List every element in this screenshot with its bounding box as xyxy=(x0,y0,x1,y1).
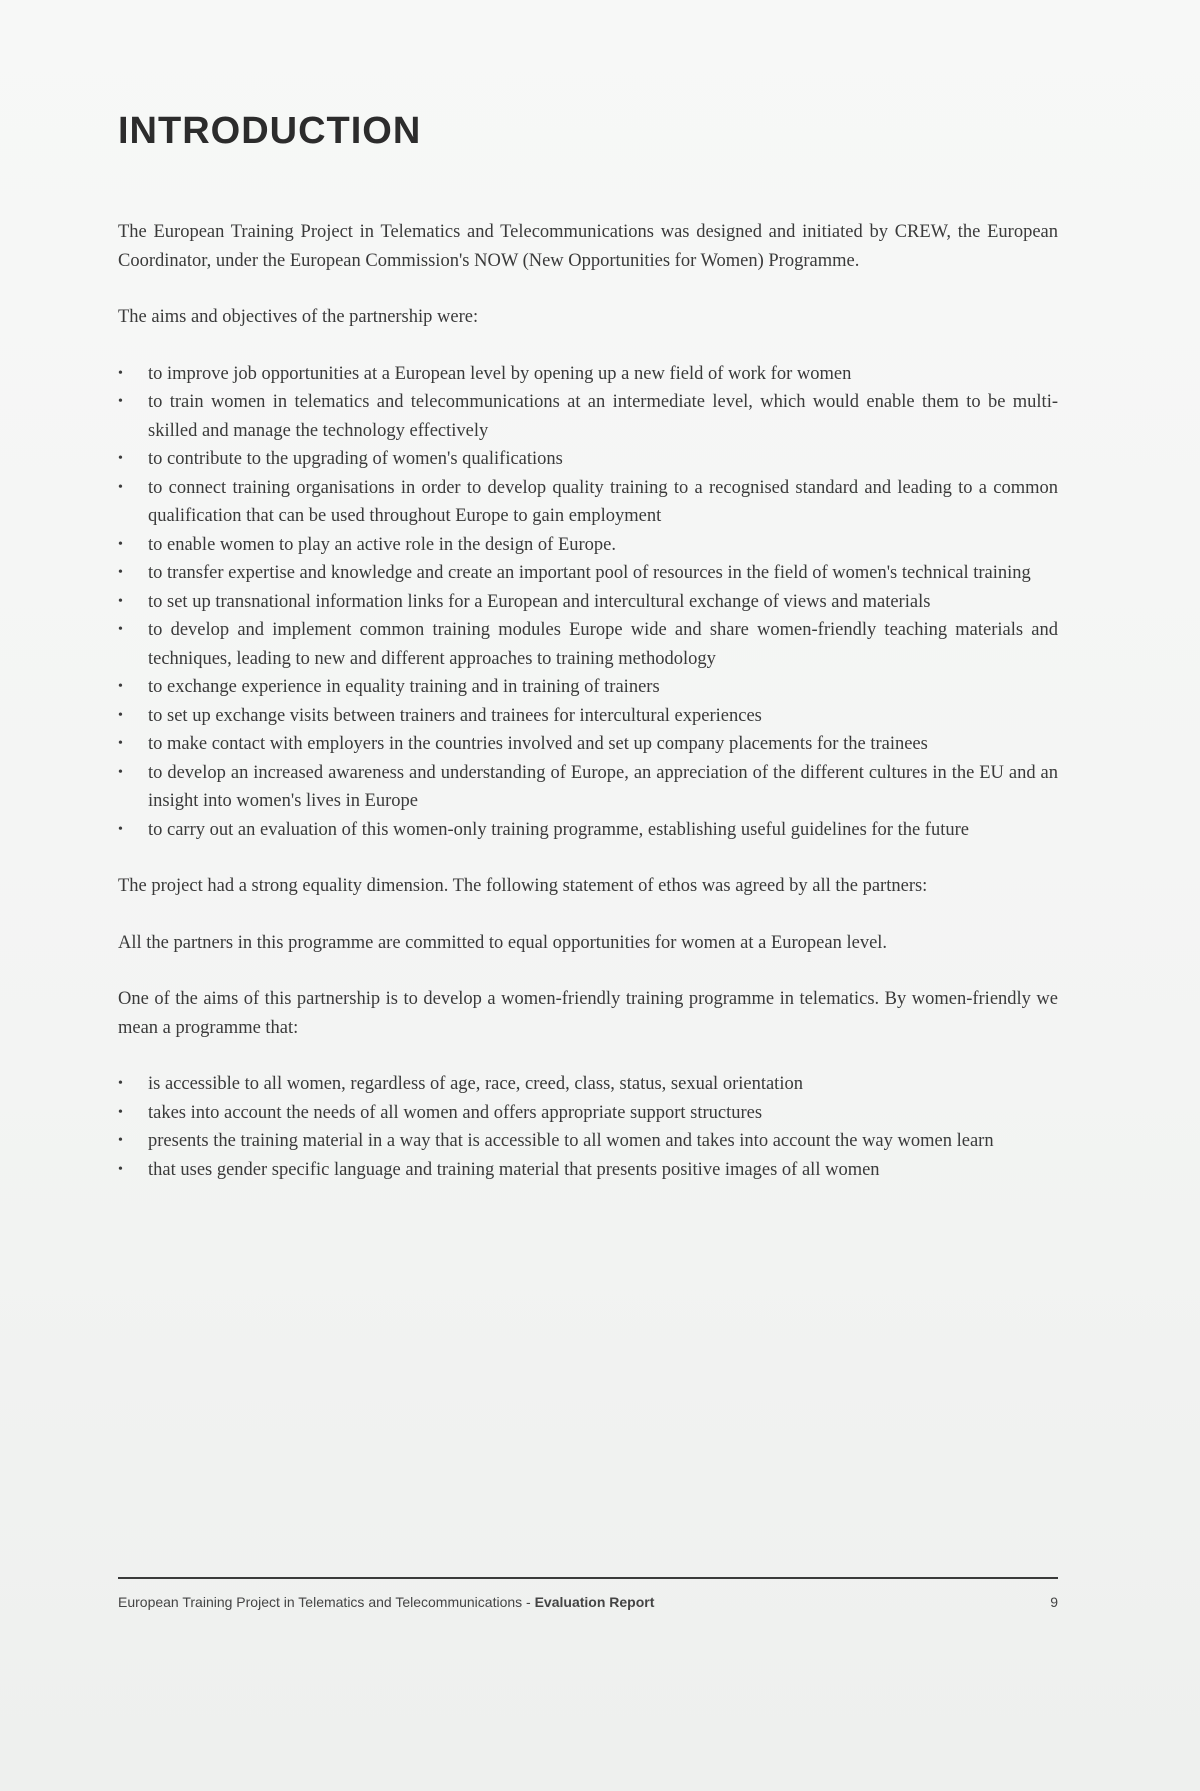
list-item xyxy=(118,1127,1058,1156)
aim-text: to transfer expertise and knowledge and create an important pool of resources in the field of women's technical training xyxy=(148,563,1031,583)
aims-list xyxy=(118,360,1058,845)
list-item xyxy=(118,673,1058,702)
footer-title: European Training Project in Telematics and Telecommunications - xyxy=(118,1594,535,1610)
aim-text: to contribute to the upgrading of women's qualifications xyxy=(148,449,563,469)
bullet-icon: • xyxy=(118,451,123,466)
list-item xyxy=(118,559,1058,588)
list-item xyxy=(118,759,1058,816)
list-item xyxy=(118,816,1058,845)
aim-text: to train women in telematics and telecommunications at an intermediate level, which would enable them to be multi-skilled and manage the technology effectively xyxy=(148,392,1058,441)
equality-paragraph: The project had a strong equality dimension. The following statement of ethos was agreed by all the partners: xyxy=(118,876,928,896)
bullet-icon: • xyxy=(118,821,123,837)
aim-text: to make contact with employers in the countries involved and set up company placements for the trainees xyxy=(148,734,928,754)
list-item xyxy=(118,730,1058,759)
bullet-icon: • xyxy=(118,736,123,751)
list-item xyxy=(118,1099,1058,1128)
ethos-statement: All the partners in this programme are committed to equal opportunities for women at a European level. xyxy=(118,932,888,953)
list-item xyxy=(118,616,1058,673)
bullet-icon: • xyxy=(118,1133,123,1148)
list-item xyxy=(118,445,1058,474)
aim-text: to carry out an evaluation of this women-only training programme, establishing useful guidelines for the future xyxy=(148,819,969,840)
aim-text: to enable women to play an active role in the design of Europe. xyxy=(148,534,617,555)
list-item xyxy=(118,388,1058,445)
list-item xyxy=(118,474,1058,531)
page-footer xyxy=(118,1594,1058,1610)
point-text: presents the training material in a way that is accessible to all women and takes into account the way women learn xyxy=(148,1131,994,1151)
bullet-icon: • xyxy=(118,365,123,381)
list-item xyxy=(118,702,1058,731)
point-text: is accessible to all women, regardless of age, race, creed, class, status, sexual orientation xyxy=(148,1074,803,1094)
page-title: INTRODUCTION xyxy=(118,110,422,152)
bullet-icon: • xyxy=(118,622,123,637)
list-item xyxy=(118,1070,1058,1099)
footer-report-label: Evaluation Report xyxy=(534,1594,655,1610)
aim-text: to connect training organisations in order to develop quality training to a recognised standard and leading to a common qualification that can be used throughout Europe to gain employment xyxy=(148,477,1058,526)
bullet-icon: • xyxy=(118,707,123,723)
bullet-icon: • xyxy=(118,764,123,780)
point-text: takes into account the needs of all women and offers appropriate support structures xyxy=(148,1102,763,1123)
footer-divider xyxy=(118,1577,1058,1579)
aim-text: to improve job opportunities at a European level by opening up a new field of work for women xyxy=(148,363,852,384)
aim-text: to exchange experience in equality training and in training of trainers xyxy=(148,677,660,697)
bullet-icon: • xyxy=(118,394,123,409)
bullet-icon: • xyxy=(118,1104,123,1120)
bullet-icon: • xyxy=(118,1161,123,1177)
aim-text: to develop an increased awareness and understanding of Europe, an appreciation of the different cultures in the EU and an insight into women's lives in Europe xyxy=(148,762,1058,811)
aim-text: to set up transnational information links for a European and intercultural exchange of views and materials xyxy=(148,591,931,612)
aim-text: to develop and implement common training modules Europe wide and share women-friendly teaching materials and techniques, leading to new and different approaches to training methodology xyxy=(148,620,1058,669)
intro-paragraph: The European Training Project in Telematics and Telecommunications was designed and initiated by CREW, the European Coordinator, under the European Commission's NOW (New Opportunities for Women) Programme. xyxy=(118,222,1058,271)
bullet-icon: • xyxy=(118,565,123,580)
list-item xyxy=(118,588,1058,617)
bullet-icon: • xyxy=(118,593,123,609)
list-item xyxy=(118,1156,1058,1185)
list-item xyxy=(118,531,1058,560)
body-text xyxy=(118,218,1058,1212)
aim-text: to set up exchange visits between trainers and trainees for intercultural experiences xyxy=(148,705,762,726)
bullet-icon: • xyxy=(118,1076,123,1091)
women-friendly-list xyxy=(118,1070,1058,1184)
page-number: 9 xyxy=(1050,1594,1058,1610)
bullet-icon: • xyxy=(118,479,123,495)
bullet-icon: • xyxy=(118,679,123,694)
aims-intro: The aims and objectives of the partnership were: xyxy=(118,307,479,327)
list-item xyxy=(118,360,1058,389)
point-text: that uses gender specific language and training material that presents positive images of all women xyxy=(148,1159,880,1180)
women-friendly-intro: One of the aims of this partnership is to develop a women-friendly training programme in telematics. By women-friendly we mean a programme that: xyxy=(118,989,1058,1038)
bullet-icon: • xyxy=(118,536,123,552)
